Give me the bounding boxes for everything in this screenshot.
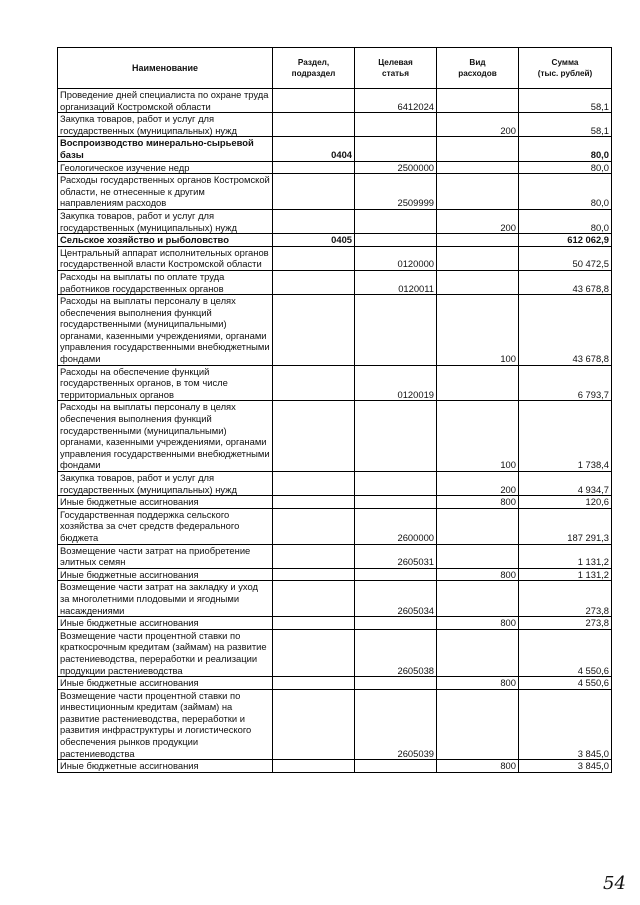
row-sum: 1 131,2 [519, 568, 612, 581]
row-sum: 80,0 [519, 161, 612, 174]
row-sum: 3 845,0 [519, 689, 612, 760]
row-sum: 1 131,2 [519, 544, 612, 568]
row-target: 2605039 [355, 689, 437, 760]
row-section [273, 270, 355, 294]
row-sum: 3 845,0 [519, 760, 612, 773]
row-sum: 4 550,6 [519, 629, 612, 676]
table-row [58, 581, 612, 617]
row-target: 0120011 [355, 270, 437, 294]
row-target [355, 113, 437, 137]
row-name: Иные бюджетные ассигнования [58, 760, 273, 773]
table-row [58, 234, 612, 247]
row-type [437, 544, 519, 568]
row-sum: 273,8 [519, 581, 612, 617]
row-type [437, 689, 519, 760]
table-row [58, 246, 612, 270]
table-row [58, 137, 612, 161]
row-sum: 50 472,5 [519, 246, 612, 270]
row-sum: 43 678,8 [519, 270, 612, 294]
row-target [355, 472, 437, 496]
page-number: 54 [603, 873, 626, 894]
row-target: 2605031 [355, 544, 437, 568]
row-sum: 43 678,8 [519, 295, 612, 366]
row-type [437, 365, 519, 401]
row-type: 100 [437, 401, 519, 472]
row-section [273, 629, 355, 676]
row-sum: 120,6 [519, 496, 612, 509]
row-section [273, 496, 355, 509]
header-sum [519, 48, 612, 89]
header-target [355, 48, 437, 89]
row-type [437, 161, 519, 174]
row-section [273, 401, 355, 472]
row-name: Расходы на выплаты персоналу в целях обеспечения выполнения функций государственными (муниципальными) органами, казенными учреждениями, органами управления государственными внебюджетными фондами [58, 401, 273, 472]
row-section [273, 581, 355, 617]
table-row [58, 760, 612, 773]
row-section [273, 246, 355, 270]
row-name: Закупка товаров, работ и услуг для государственных (муниципальных) нужд [58, 472, 273, 496]
header-sum-text: Сумма (тыс. рублей) [537, 58, 593, 78]
row-section [273, 174, 355, 210]
row-sum: 58,1 [519, 89, 612, 113]
row-target: 2500000 [355, 161, 437, 174]
row-target: 2605034 [355, 581, 437, 617]
row-target [355, 401, 437, 472]
table-row [58, 472, 612, 496]
row-name: Расходы государственных органов Костромской области, не отнесенные к другим направлениям расходов [58, 174, 273, 210]
header-section-text: Раздел, подраздел [291, 58, 336, 78]
table-row [58, 174, 612, 210]
row-type [437, 508, 519, 544]
row-section: 0404 [273, 137, 355, 161]
row-type [437, 137, 519, 161]
budget-table [57, 47, 612, 773]
table-body [58, 89, 612, 773]
row-target: 2509999 [355, 174, 437, 210]
row-section [273, 508, 355, 544]
table-row [58, 629, 612, 676]
row-name: Расходы на обеспечение функций государственных органов, в том числе территориальных органов [58, 365, 273, 401]
header-section [273, 48, 355, 89]
row-section [273, 689, 355, 760]
table-row [58, 295, 612, 366]
row-target: 6412024 [355, 89, 437, 113]
row-type [437, 629, 519, 676]
row-target [355, 568, 437, 581]
row-section [273, 89, 355, 113]
table-row [58, 209, 612, 233]
row-name: Возмещение части процентной ставки по инвестиционным кредитам (займам) на развитие растениеводства, переработки и развития инфраструктуры и логистического обеспечения рынков продукции растениеводства [58, 689, 273, 760]
table-row [58, 689, 612, 760]
row-name: Расходы на выплаты персоналу в целях обеспечения выполнения функций государственными (муниципальными) органами, казенными учреждениями, органами управления государственными внебюджетными фондами [58, 295, 273, 366]
row-type: 200 [437, 209, 519, 233]
row-name: Геологическое изучение недр [58, 161, 273, 174]
row-sum: 273,8 [519, 617, 612, 630]
table-row [58, 496, 612, 509]
table-header-row [58, 48, 612, 89]
row-name: Иные бюджетные ассигнования [58, 568, 273, 581]
row-section [273, 209, 355, 233]
row-name: Расходы на выплаты по оплате труда работников государственных органов [58, 270, 273, 294]
table-row [58, 113, 612, 137]
row-type [437, 246, 519, 270]
row-type [437, 89, 519, 113]
row-name: Проведение дней специалиста по охране труда организаций Костромской области [58, 89, 273, 113]
row-section [273, 472, 355, 496]
header-name: Наименование [58, 48, 273, 89]
row-name: Сельское хозяйство и рыболовство [58, 234, 273, 247]
row-target [355, 677, 437, 690]
row-type: 800 [437, 677, 519, 690]
row-name: Воспроизводство минерально-сырьевой базы [58, 137, 273, 161]
row-name: Возмещение части затрат на приобретение элитных семян [58, 544, 273, 568]
table-row [58, 617, 612, 630]
table-row [58, 508, 612, 544]
row-target [355, 617, 437, 630]
row-name: Иные бюджетные ассигнования [58, 496, 273, 509]
row-name: Закупка товаров, работ и услуг для государственных (муниципальных) нужд [58, 113, 273, 137]
row-name: Иные бюджетные ассигнования [58, 617, 273, 630]
row-section [273, 568, 355, 581]
row-target: 0120000 [355, 246, 437, 270]
row-name: Закупка товаров, работ и услуг для государственных (муниципальных) нужд [58, 209, 273, 233]
row-target [355, 137, 437, 161]
row-type: 200 [437, 472, 519, 496]
table-row [58, 544, 612, 568]
row-section [273, 677, 355, 690]
row-sum: 80,0 [519, 174, 612, 210]
row-sum: 4 934,7 [519, 472, 612, 496]
header-target-text: Целевая статья [378, 58, 413, 78]
row-target [355, 234, 437, 247]
row-type [437, 581, 519, 617]
row-type: 800 [437, 760, 519, 773]
row-sum: 4 550,6 [519, 677, 612, 690]
row-target: 2605038 [355, 629, 437, 676]
table-row [58, 365, 612, 401]
row-section [273, 544, 355, 568]
row-section [273, 760, 355, 773]
row-target [355, 295, 437, 366]
row-name: Иные бюджетные ассигнования [58, 677, 273, 690]
row-sum: 1 738,4 [519, 401, 612, 472]
row-section [273, 113, 355, 137]
row-target: 2600000 [355, 508, 437, 544]
row-type: 200 [437, 113, 519, 137]
table-row [58, 568, 612, 581]
row-type [437, 234, 519, 247]
row-target: 0120019 [355, 365, 437, 401]
row-section [273, 161, 355, 174]
row-section: 0405 [273, 234, 355, 247]
row-section [273, 365, 355, 401]
table-row [58, 161, 612, 174]
row-sum: 80,0 [519, 137, 612, 161]
row-sum: 80,0 [519, 209, 612, 233]
row-section [273, 617, 355, 630]
table-row [58, 401, 612, 472]
row-name: Возмещение части затрат на закладку и уход за многолетними плодовыми и ягодными насаждениями [58, 581, 273, 617]
row-target [355, 209, 437, 233]
row-type: 800 [437, 617, 519, 630]
row-type: 800 [437, 496, 519, 509]
row-name: Центральный аппарат исполнительных органов государственной власти Костромской области [58, 246, 273, 270]
header-type [437, 48, 519, 89]
row-name: Государственная поддержка сельского хозяйства за счет средств федерального бюджета [58, 508, 273, 544]
table-row [58, 89, 612, 113]
row-sum: 187 291,3 [519, 508, 612, 544]
row-type: 100 [437, 295, 519, 366]
row-target [355, 496, 437, 509]
row-section [273, 295, 355, 366]
row-type: 800 [437, 568, 519, 581]
row-type [437, 174, 519, 210]
row-sum: 58,1 [519, 113, 612, 137]
table-row [58, 677, 612, 690]
row-sum: 612 062,9 [519, 234, 612, 247]
row-target [355, 760, 437, 773]
row-sum: 6 793,7 [519, 365, 612, 401]
row-type [437, 270, 519, 294]
row-name: Возмещение части процентной ставки по краткосрочным кредитам (займам) на развитие растениеводства, переработки и реализации продукции растениеводства [58, 629, 273, 676]
header-type-text: Вид расходов [458, 58, 497, 78]
table-row [58, 270, 612, 294]
